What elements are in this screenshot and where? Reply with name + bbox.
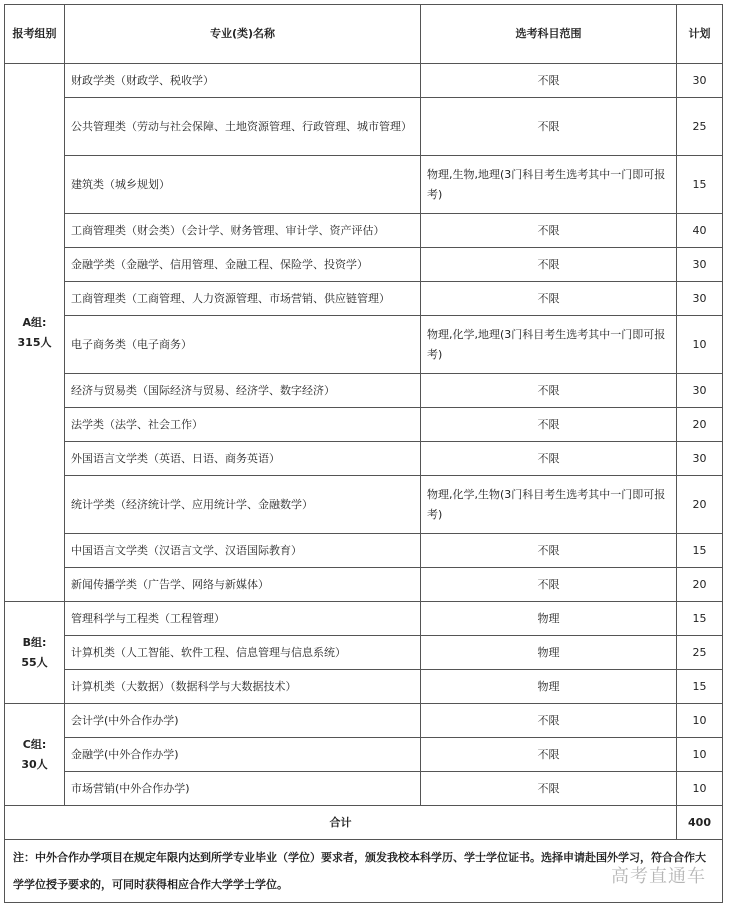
header-row [5,5,723,64]
total-row [5,806,723,840]
major-name: 公共管理类（劳动与社会保障、土地资源管理、行政管理、城市管理） [65,98,421,156]
subject-range: 物理 [421,602,677,636]
note-text: 注：中外合作办学项目在规定年限内达到所学专业毕业（学位）要求者，颁发我校本科学历、学士学位证书。选择申请赴国外学习，符合合作大学学位授予要求的，可同时获得相应合作大学学士学位。 [5,840,723,903]
admission-plan-table [4,4,723,903]
table-row [5,602,723,636]
subject-range: 不限 [421,408,677,442]
subject-range: 物理,生物,地理(3门科目考生选考其中一门即可报考) [421,156,677,214]
major-name: 市场营销(中外合作办学) [65,772,421,806]
plan-count: 20 [677,408,723,442]
table-row [5,636,723,670]
major-name: 中国语言文学类（汉语言文学、汉语国际教育） [65,534,421,568]
subject-range: 物理,化学,地理(3门科目考生选考其中一门即可报考) [421,316,677,374]
major-name: 计算机类（人工智能、软件工程、信息管理与信息系统） [65,636,421,670]
group-cell [5,602,65,704]
table-row [5,738,723,772]
subject-range: 不限 [421,214,677,248]
subject-range: 不限 [421,98,677,156]
major-name: 金融学类（金融学、信用管理、金融工程、保险学、投资学） [65,248,421,282]
table-row [5,214,723,248]
header-plan: 计划 [677,5,723,64]
watermark: 高考直通车 [611,866,706,887]
major-name: 工商管理类（工商管理、人力资源管理、市场营销、供应链管理） [65,282,421,316]
plan-count: 20 [677,568,723,602]
group-count: 30人 [21,757,48,771]
plan-count: 30 [677,374,723,408]
table-row [5,772,723,806]
subject-range: 不限 [421,568,677,602]
group-label: B组: [22,635,47,649]
subject-range: 不限 [421,248,677,282]
plan-count: 15 [677,602,723,636]
table-row [5,670,723,704]
plan-count: 10 [677,316,723,374]
plan-count: 40 [677,214,723,248]
table-row [5,98,723,156]
header-major: 专业(类)名称 [65,5,421,64]
total-label: 合计 [5,806,677,840]
header-subjects: 选考科目范围 [421,5,677,64]
major-name: 工商管理类（财会类）（会计学、财务管理、审计学、资产评估） [65,214,421,248]
group-label: A组: [22,315,47,329]
subject-range: 不限 [421,738,677,772]
subject-range: 不限 [421,442,677,476]
subject-range: 物理 [421,636,677,670]
table-row [5,282,723,316]
plan-count: 20 [677,476,723,534]
plan-count: 25 [677,636,723,670]
plan-count: 15 [677,534,723,568]
table-row [5,64,723,98]
major-name: 管理科学与工程类（工程管理） [65,602,421,636]
table-row [5,248,723,282]
major-name: 电子商务类（电子商务） [65,316,421,374]
group-cell [5,704,65,806]
major-name: 外国语言文学类（英语、日语、商务英语） [65,442,421,476]
major-name: 会计学(中外合作办学) [65,704,421,738]
header-group: 报考组别 [5,5,65,64]
subject-range: 不限 [421,64,677,98]
plan-count: 10 [677,704,723,738]
major-name: 经济与贸易类（国际经济与贸易、经济学、数字经济） [65,374,421,408]
table-row [5,476,723,534]
group-cell [5,64,65,602]
group-count: 55人 [21,655,48,669]
table-row [5,156,723,214]
subject-range: 物理,化学,生物(3门科目考生选考其中一门即可报考) [421,476,677,534]
subject-range: 不限 [421,704,677,738]
plan-count: 30 [677,442,723,476]
group-label: C组: [22,737,47,751]
subject-range: 不限 [421,772,677,806]
table-row [5,408,723,442]
table-row [5,316,723,374]
major-name: 法学类（法学、社会工作） [65,408,421,442]
plan-count: 30 [677,64,723,98]
major-name: 建筑类（城乡规划） [65,156,421,214]
table-row [5,534,723,568]
subject-range: 不限 [421,374,677,408]
table-row [5,704,723,738]
plan-count: 30 [677,248,723,282]
table-row [5,442,723,476]
group-count: 315人 [17,335,52,349]
plan-count: 15 [677,156,723,214]
table-row [5,568,723,602]
major-name: 新闻传播学类（广告学、网络与新媒体） [65,568,421,602]
subject-range: 不限 [421,282,677,316]
major-name: 金融学(中外合作办学) [65,738,421,772]
total-value: 400 [677,806,723,840]
table-row [5,374,723,408]
plan-count: 10 [677,738,723,772]
major-name: 计算机类（大数据）（数据科学与大数据技术） [65,670,421,704]
major-name: 统计学类（经济统计学、应用统计学、金融数学） [65,476,421,534]
subject-range: 物理 [421,670,677,704]
plan-count: 10 [677,772,723,806]
major-name: 财政学类（财政学、税收学） [65,64,421,98]
plan-count: 15 [677,670,723,704]
plan-count: 30 [677,282,723,316]
plan-count: 25 [677,98,723,156]
subject-range: 不限 [421,534,677,568]
